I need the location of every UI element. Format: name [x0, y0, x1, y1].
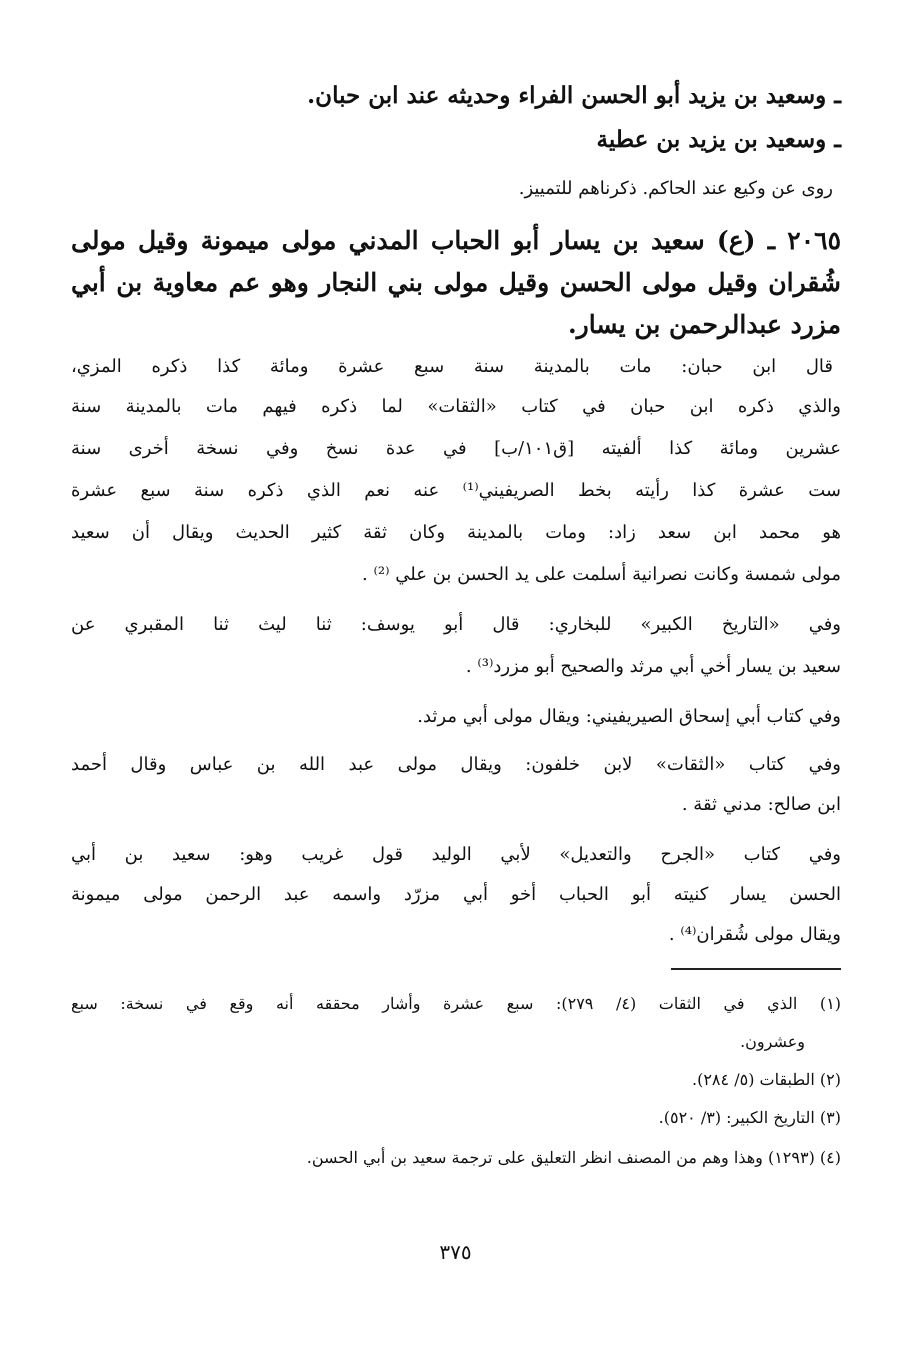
paragraph-2-line-2: سعيد بن يسار أخي أبي مرثد والصحيح أبو مزرد⁽³⁾ .: [465, 656, 841, 677]
paragraph-1-line-4: ست عشرة كذا رأيته بخط الصريفيني⁽¹⁾ عنه نعم الذي ذكره سنة سبع عشرة: [71, 480, 841, 501]
paragraph-1-line-6: مولى شمسة وكانت نصرانية أسلمت على يد الحسن بن علي ⁽²⁾ .: [362, 564, 841, 585]
paragraph-5-line-2: الحسن يسار كنيته أبو الحباب أخو أبي مزرّد واسمه عبد الرحمن مولى ميمونة: [71, 884, 841, 905]
paragraph-2-line-1: وفي «التاريخ الكبير» للبخاري: قال أبو يوسف: ثنا ليث ثنا المقبري عن: [71, 614, 841, 635]
paragraph-4-line-1: وفي كتاب «الثقات» لابن خلفون: ويقال مولى عبد الله بن عباس وقال أحمد: [71, 754, 841, 775]
footnote-3: (٣) التاريخ الكبير: (٣/ ٥٢٠).: [658, 1108, 841, 1127]
paragraph-1-line-2: والذي ذكره ابن حبان في كتاب «الثقات» لما ذكره فيهم مات بالمدينة سنة: [71, 396, 841, 417]
entry-title-line-2: شُقران وقيل مولى الحسن وقيل مولى بني النجار وهو عم معاوية بن أبي: [71, 268, 841, 297]
paragraph-5-line-1: وفي كتاب «الجرح والتعديل» لأبي الوليد قول غريب وهو: سعيد بن أبي: [71, 844, 841, 865]
page-number: ٣٧٥: [439, 1240, 472, 1264]
paragraph-1-line-3: عشرين ومائة كذا ألفيته [ق١٠١/ب] في عدة نسخ وفي نسخة أخرى سنة: [71, 438, 841, 459]
paragraph-5-line-3: ويقال مولى شُقران⁽⁴⁾ .: [668, 924, 841, 945]
paragraph-3: وفي كتاب أبي إسحاق الصيريفيني: ويقال مولى أبي مرثد.: [417, 706, 841, 727]
footnote-divider: [671, 968, 841, 970]
footnote-2: (٢) الطبقات (٥/ ٢٨٤).: [692, 1070, 841, 1089]
paragraph-1-line-1: قال ابن حبان: مات بالمدينة سنة سبع عشرة ومائة كذا ذكره المزي،: [71, 356, 833, 377]
footnote-1-continuation: وعشرون.: [740, 1032, 805, 1051]
footnote-1: (١) الذي في الثقات (٤/ ٢٧٩): سبع عشرة وأشار محققه أنه وقع في نسخة: سبع: [71, 994, 842, 1013]
cross-reference-line-1: ـ وسعيد بن يزيد أبو الحسن الفراء وحديثه عند ابن حبان.: [307, 82, 841, 109]
entry-title-line-1: ٢٠٦٥ ـ (ع) سعيد بن يسار أبو الحباب المدني مولى ميمونة وقيل مولى: [71, 226, 841, 255]
cross-reference-line-2: ـ وسعيد بن يزيد بن عطية: [596, 126, 841, 153]
paragraph-4-line-2: ابن صالح: مدني ثقة .: [681, 794, 841, 815]
entry-title-line-3: مزرد عبدالرحمن بن يسار.: [567, 310, 841, 339]
paragraph-1-line-5: هو محمد ابن سعد زاد: ومات بالمدينة وكان ثقة كثير الحديث ويقال أن سعيد: [71, 522, 841, 543]
footnote-4: (٤) (١٢٩٣) وهذا وهم من المصنف انظر التعليق على ترجمة سعيد بن أبي الحسن.: [306, 1148, 841, 1167]
cross-reference-note: روى عن وكيع عند الحاكم. ذكرناهم للتمييز.: [518, 178, 833, 199]
